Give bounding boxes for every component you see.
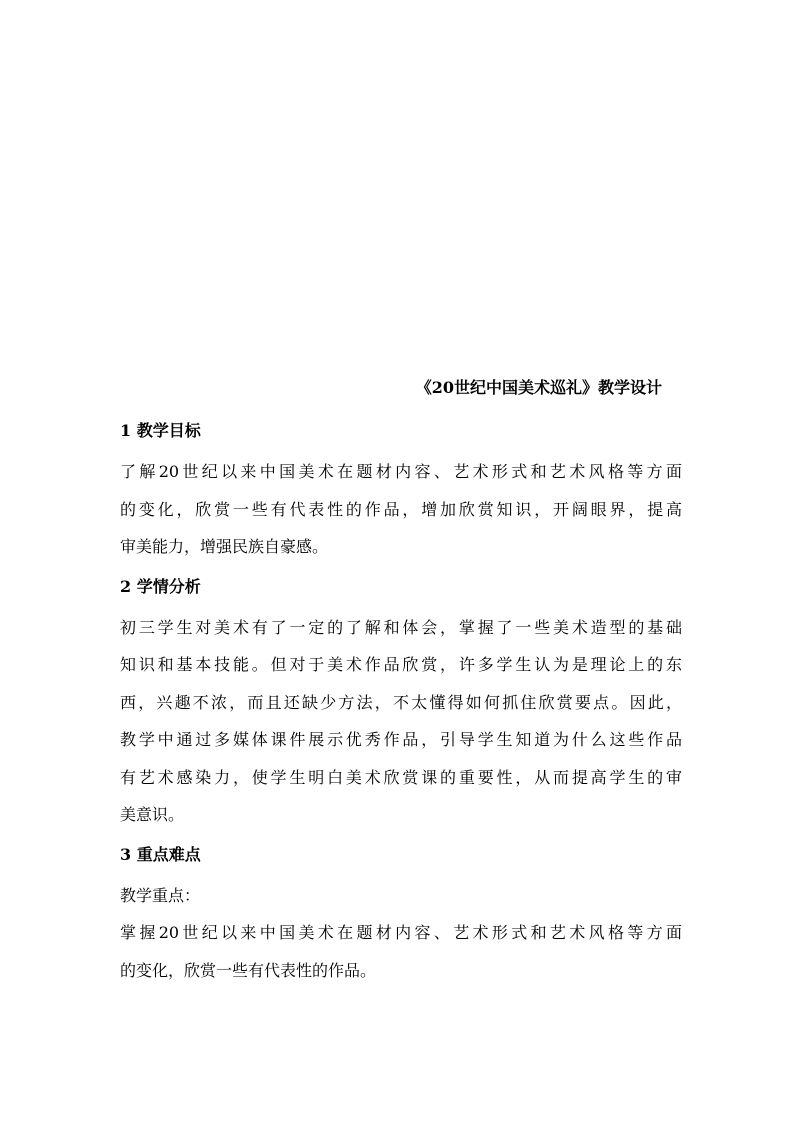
paragraph-line: 的变化，欣赏一些有代表性的作品。: [120, 960, 377, 980]
paragraph-line: 知识和基本技能。但对于美术作品欣赏，许多学生认为是理论上的东: [120, 655, 682, 674]
paragraph-line: 教学中通过多媒体课件展示优秀作品，引导学生知道为什么这些作品: [120, 730, 682, 749]
section-heading-key-points: 3 重点难点: [120, 844, 201, 864]
paragraph-line: 西，兴趣不浓，而且还缺少方法，不太懂得如何抓住欣赏要点。因此，: [120, 692, 682, 712]
paragraph-line: 的变化，欣赏一些有代表性的作品，增加欣赏知识，开阔眼界，提高: [120, 499, 682, 519]
paragraph-line: 掌握20世纪以来中国美术在题材内容、艺术形式和艺术风格等方面: [120, 923, 682, 942]
paragraph-line: 审美能力，增强民族自豪感。: [120, 537, 329, 556]
document-body: [120, 416, 682, 989]
document-title: 《20世纪中国美术巡礼》教学设计: [415, 378, 662, 397]
section-paragraph-analysis: [120, 609, 682, 834]
paragraph-line: 美意识。: [120, 805, 185, 824]
section-heading-analysis: 2 学情分析: [120, 576, 201, 596]
section-heading-objectives: 1 教学目标: [120, 421, 201, 440]
key-points-sublabel: 教学重点：: [120, 885, 201, 905]
paragraph-line: 了解20世纪以来中国美术在题材内容、艺术形式和艺术风格等方面: [120, 462, 682, 481]
section-paragraph-objectives: [120, 453, 682, 566]
section-paragraph-key-points: [120, 877, 682, 990]
paragraph-line: 有艺术感染力，使学生明白美术欣赏课的重要性，从而提高学生的审: [120, 767, 682, 787]
paragraph-line: 初三学生对美术有了一定的了解和体会，掌握了一些美术造型的基础: [120, 617, 682, 637]
